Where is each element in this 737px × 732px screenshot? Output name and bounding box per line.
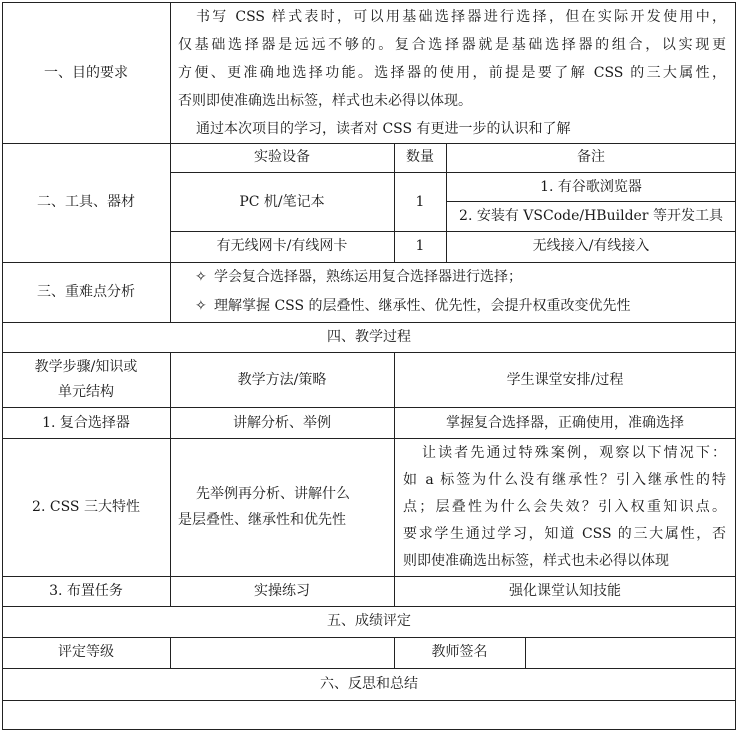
signature-field[interactable] <box>525 643 735 661</box>
reflection-content-field[interactable] <box>8 706 728 724</box>
col-divider <box>170 352 171 606</box>
notes-cell: 2. 安装有 VSCode/HBuilder 等开发工具 <box>459 208 723 224</box>
arrangement-cell: 要求学生通过学习，知道 CSS 的三大属性，否 <box>403 526 726 542</box>
method-header: 教学方法/策略 <box>237 372 327 388</box>
section-label-key-points: 三、重难点分析 <box>37 284 135 300</box>
row-divider <box>2 700 736 701</box>
row-divider <box>2 668 736 669</box>
step-cell: 3. 布置任务 <box>49 583 123 599</box>
row-divider <box>2 606 736 607</box>
key-point-bullet-icon: ✧ <box>195 298 207 314</box>
arrangement-cell: 让读者先通过特殊案例，观察以下情况下： <box>422 445 726 461</box>
key-point: 理解掌握 CSS 的层叠性、继承性、优先性，会提升权重改变优先性 <box>214 298 631 314</box>
section-title-reflection: 六、反思和总结 <box>320 676 418 692</box>
row-divider <box>2 407 736 408</box>
section-title-grading: 五、成绩评定 <box>327 613 411 629</box>
arrangement-cell: 掌握复合选择器，正确使用，准确选择 <box>446 415 684 431</box>
quantity-header: 数量 <box>406 149 434 165</box>
equipment-cell: PC 机/笔记本 <box>239 194 325 210</box>
signature-label: 教师签名 <box>431 644 488 660</box>
equipment-header: 实验设备 <box>254 149 310 165</box>
objectives-line: 书写 CSS 样式表时，可以用基础选择器进行选择，但在实际开发使用中， <box>196 9 726 25</box>
objectives-line: 方便、更准确地选择功能。选择器的使用，前提是要了解 CSS 的三大属性， <box>178 65 726 81</box>
method-cell: 讲解分析、举例 <box>233 415 331 431</box>
step-header: 单元结构 <box>58 384 114 400</box>
objectives-line: 仅基础选择器是远远不够的。复合选择器就是基础选择器的组合，以实现更 <box>178 37 726 53</box>
table-border-bottom <box>2 729 736 730</box>
notes-header: 备注 <box>577 149 605 165</box>
equipment-cell: 有无线网卡/有线网卡 <box>216 238 348 254</box>
col-divider <box>394 352 395 606</box>
quantity-cell: 1 <box>415 194 425 210</box>
arrangement-cell: 点；层叠性为什么会失效？引入权重知识点。 <box>403 499 726 515</box>
method-cell: 先举例再分析、讲解什么 <box>196 486 350 502</box>
row-divider <box>170 172 736 173</box>
section-label-equipment: 二、工具、器材 <box>37 194 135 210</box>
quantity-cell: 1 <box>415 238 425 254</box>
key-point: 学会复合选择器，熟练运用复合选择器进行选择； <box>214 269 522 285</box>
arrangement-cell: 如 a 标签为什么没有继承性？引入继承性的特 <box>403 472 726 488</box>
row-divider <box>2 262 736 263</box>
row-divider <box>446 201 736 202</box>
objectives-line: 否则即使准确选出标签，样式也未必得以体现。 <box>178 93 472 109</box>
step-cell: 2. CSS 三大特性 <box>32 499 140 515</box>
row-divider <box>2 576 736 577</box>
key-point-bullet-icon: ✧ <box>195 269 207 285</box>
arrangement-cell: 则即使准确选出标签，样式也未必得以体现 <box>403 553 669 569</box>
section-title-teaching-process: 四、教学过程 <box>327 329 411 345</box>
grade-label: 评定等级 <box>58 644 114 660</box>
row-divider <box>2 637 736 638</box>
notes-cell: 1. 有谷歌浏览器 <box>540 179 642 195</box>
row-divider <box>2 352 736 353</box>
objectives-line: 通过本次项目的学习，读者对 CSS 有更进一步的认识和了解 <box>196 121 571 137</box>
method-cell: 实操练习 <box>254 583 310 599</box>
section-label-objectives: 一、目的要求 <box>44 65 128 81</box>
row-divider <box>170 231 736 232</box>
row-divider <box>2 322 736 323</box>
arrangement-header: 学生课堂安排/过程 <box>506 372 624 388</box>
method-cell: 是层叠性、继承性和优先性 <box>178 512 346 528</box>
row-divider <box>2 143 736 144</box>
grade-value-field[interactable] <box>170 643 394 661</box>
notes-cell: 无线接入/有线接入 <box>532 238 650 254</box>
step-header: 教学步骤/知识或 <box>34 359 138 375</box>
arrangement-cell: 强化课堂认知技能 <box>509 583 621 599</box>
step-cell: 1. 复合选择器 <box>42 415 130 431</box>
row-divider <box>2 438 736 439</box>
table-border-top <box>2 2 736 3</box>
